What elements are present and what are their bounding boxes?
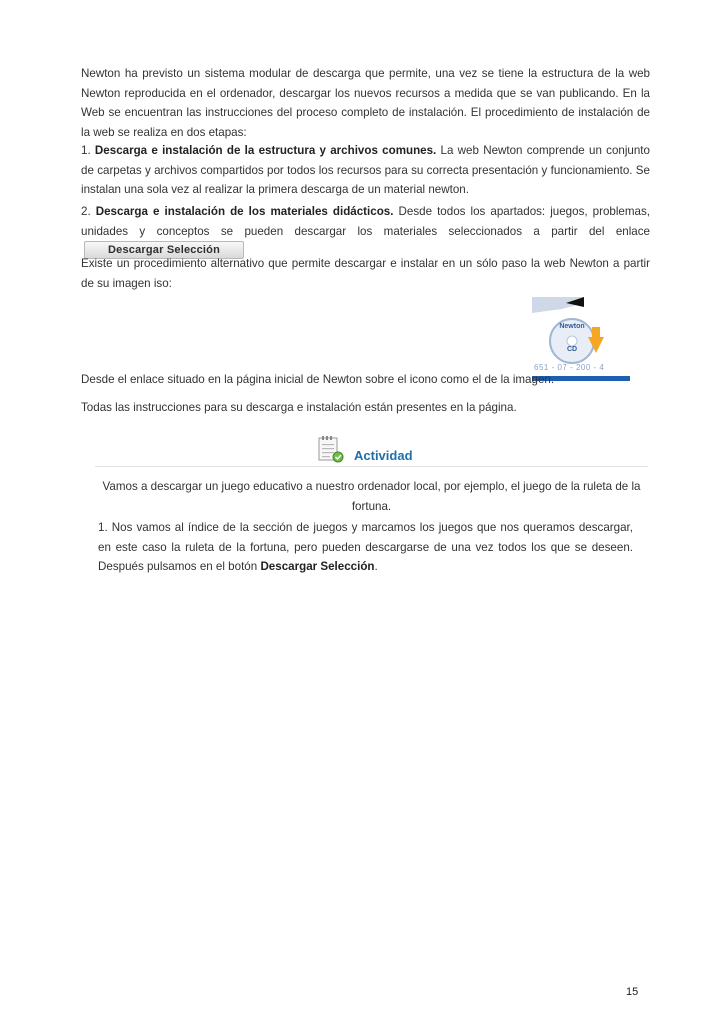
activity-notepad-icon [317,434,345,464]
link-paragraph: Desde el enlace situado en la página inicial de Newton sobre el icono como el de la imagen. [81,373,555,386]
step-one-text: La web Newton comprende un conjunto de carpetas y archivos compartidos por todos los recursos para su correcta presentación y funcionamiento. Se instalan una sola vez al realizar la primera descarga de un material newton. [81,144,650,197]
step-two-paragraph [81,202,650,261]
newton-logo-text: Newton [559,323,585,330]
activity-step-end: . [374,560,378,574]
activity-step-number: 1. [98,521,108,534]
step-one-number: 1. [81,144,91,157]
page-number: 15 [626,986,639,998]
intro-paragraph: Newton ha previsto un sistema modular de descarga que permite, una vez se tiene la estructura de la web Newton reproducida en el ordenador, descargar los nuevos recursos a medida que se van publicando. En la Web se encuentran las instrucciones del proceso completo de instalación. El procedimiento de instalación de la web se realiza en dos etapas: [81,67,650,139]
iso-code: 651 - 07 - 200 - 4 [534,363,605,372]
step-two-number: 2. [81,205,91,218]
step-one-paragraph [81,141,650,200]
alternative-paragraph: Existe un procedimiento alternativo que permite descargar e instalar en un sólo paso la web Newton a partir de su imagen iso: [81,257,650,290]
activity-title: Actividad [354,448,413,463]
activity-divider [95,466,648,467]
activity-step-button-name: Descargar Selección [260,560,375,574]
activity-step-1 [98,518,633,577]
activity-intro: Vamos a descargar un juego educativo a nuestro ordenador local, por ejemplo, el juego de la ruleta de la fortuna. [102,480,641,513]
step-two-text: Desde todos los apartados: juegos, problemas, unidades y conceptos se pueden descargar los materiales seleccionados a partir del enlace [81,205,650,238]
step-one-heading: Descarga e instalación de la estructura y archivos comunes. [94,144,437,157]
instructions-paragraph: Todas las instrucciones para su descarga e instalación están presentes en la página. [81,401,517,414]
activity-step-text: Nos vamos al índice de la sección de juegos y marcamos los juegos que nos queramos descargar, en este caso la ruleta de la fortuna, pero pueden descargarse de una vez todos los que se deseen. Después pulsamos en el botón [98,521,633,574]
cd-label: CD [566,346,578,353]
download-selection-button[interactable]: Descargar Selección [84,241,244,259]
step-two-heading: Descarga e instalación de los materiales didácticos. [95,205,394,218]
